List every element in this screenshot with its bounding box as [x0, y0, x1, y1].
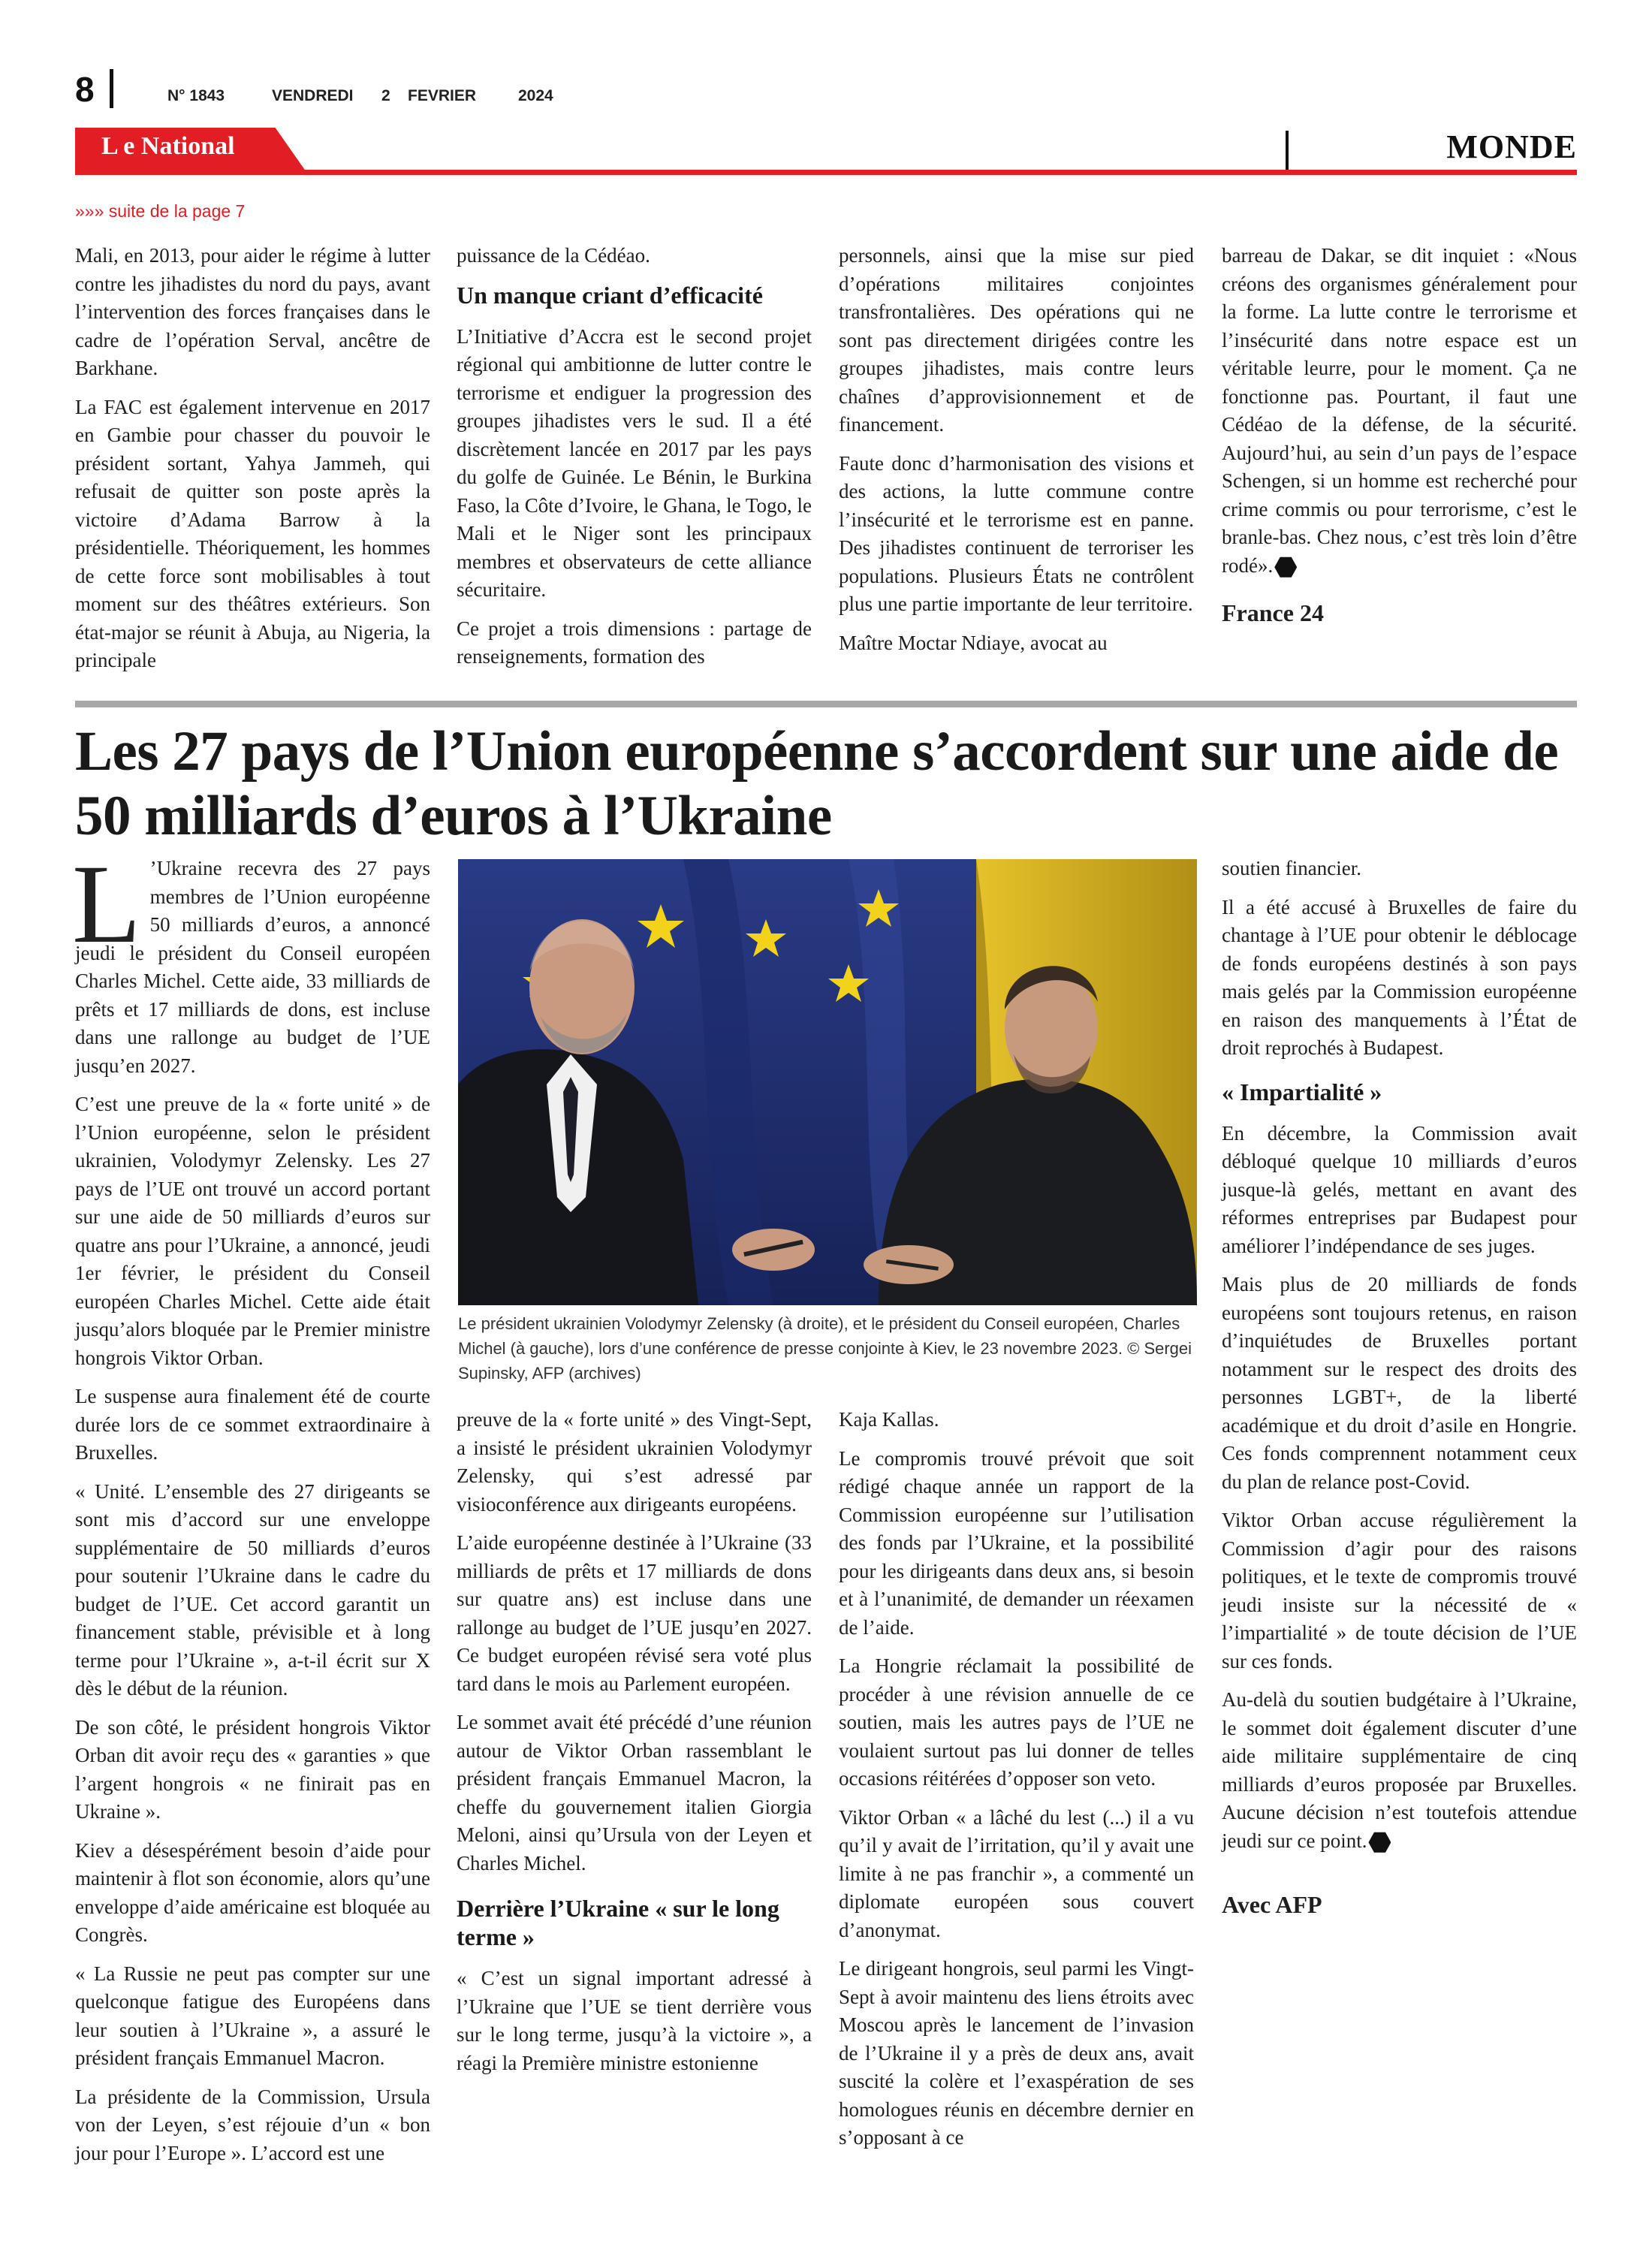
- paragraph: Mali, en 2013, pour aider le régime à lutter contre les jihadistes du nord du pays, avant l’intervention des forces françaises dans le cadre de l’opération Serval, ancêtre de Barkhane.: [75, 244, 430, 379]
- paragraph: De son côté, le président hongrois Viktor Orban dit avoir reçu des « garanties » que l’argent hongrois « ne finirait pas en Ukraine ».: [75, 1715, 430, 1823]
- section-title: MONDE: [1446, 128, 1577, 165]
- paragraph: Kiev a désespérément besoin d’aide pour maintenir à flot son économie, alors qu’une enveloppe d’aide américaine est bloquée au Congrès.: [75, 1838, 430, 1946]
- article-col-1: [72, 842, 430, 2178]
- article-col-3: [839, 1406, 1194, 2163]
- article-source: France 24: [1222, 599, 1324, 626]
- subheading: « Impartialité »: [1222, 1078, 1382, 1105]
- issue-day: VENDREDI: [272, 87, 354, 104]
- paragraph: Le sommet avait été précédé d’une réunion autour de Viktor Orban rassemblant le président français Emmanuel Macron, la cheffe du gouvernement italien Giorgia Meloni, ainsi qu’Ursula von der Leyen et Charles Michel.: [457, 1711, 812, 1874]
- paragraph: personnels, ainsi que la mise sur pied d’opérations militaires conjointes transfrontalières. Des opérations qui ne sont pas directement dirigées contre les groupes jihadistes, mais contre leurs chaînes d’approvisionnement et de financement.: [839, 244, 1194, 436]
- prev-article-col-2: [457, 242, 812, 682]
- paragraph: Viktor Orban accuse régulièrement la Commission d’agir pour des raisons politiques, et le texte de compromis trouvé jeudi insiste sur la nécessité de « l’impartialité » de toute décision de l’UE sur ces fonds.: [1222, 1509, 1577, 1672]
- end-of-article-icon: [1368, 1831, 1391, 1853]
- photo-illustration: [458, 859, 1197, 1305]
- paragraph: Kaja Kallas.: [839, 1408, 939, 1431]
- paragraph: soutien financier.: [1222, 857, 1361, 879]
- paragraph: Viktor Orban « a lâché du lest (...) il a vu qu’il y avait de l’irritation, qu’il y avait une limite à ne pas franchir », a commenté un diplomate européen sous couvert d’anonymat.: [839, 1805, 1194, 1941]
- paragraph: Le compromis trouvé prévoit que soit rédigé chaque année un rapport de la Commission européenne sur l’utilisation des fonds par l’Ukraine, et la possibilité pour les dirigeants dans deux ans, si besoin et à l’unanimité, de demander un réexamen de l’aide.: [839, 1446, 1194, 1639]
- paragraph: La Hongrie réclamait la possibilité de procéder à une révision annuelle de ce soutien, mais les autres pays de l’UE ne voulaient surtout pas lui donner de telles occasions réitérées d’opposer son veto.: [839, 1654, 1194, 1790]
- paragraph: La FAC est également intervenue en 2017 en Gambie pour chasser du pouvoir le président sortant, Yahya Jammeh, qui refusait de quitter son poste après la victoire d’Adama Barrow à la présidentielle. Théoriquement, les hommes de cette force sont mobilisables à tout moment sur des théâtres extérieurs. Son état-major se réunit à Abuja, au Nigeria, la principale: [75, 395, 430, 671]
- photo-caption: Le président ukrainien Volodymyr Zelensky (à droite), et le président du Conseil européen, Charles Michel (à gauche), lors d’une conférence de presse conjointe à Kiev, le 23 novembre 2023. © Sergei Supinsky, AFP (archives): [458, 1314, 1192, 1383]
- paragraph: La présidente de la Commission, Ursula von der Leyen, s’est réjouie d’un « bon jour pour l’Europe ». L’accord est une: [75, 2085, 430, 2164]
- drop-cap: L: [72, 842, 141, 967]
- brand-logo: L e National: [101, 132, 235, 160]
- paragraph-text: barreau de Dakar, se dit inquiet : «Nous créons des organismes généralement pour la forme. La lutte contre le terrorisme et l’insécurité dans notre espace est un véritable leurre, pour le moment. Ça ne fonctionne pas. Pourtant, il faut une Cédéao de la défense, de la sécurité. Aujourd’hui, au sein d’un pays de l’espace Schengen, si un homme est recherché pour crime commis ou pour terrorisme, c’est le branle-bas. Chez nous, c’est très loin d’être rodé».: [1222, 244, 1577, 577]
- issue-month: FEVRIER: [408, 87, 477, 104]
- paragraph: [1222, 1686, 1577, 1855]
- prev-article-col-3: [839, 242, 1194, 668]
- paragraph: [1222, 242, 1577, 580]
- paragraph: preuve de la « forte unité » des Vingt-Sept, a insisté le président ukrainien Volodymyr Zelensky, qui s’est adressé par visioconférence aux dirigeants européens.: [457, 1408, 812, 1516]
- paragraph: puissance de la Cédéao.: [457, 244, 650, 267]
- paragraph: « Unité. L’ensemble des 27 dirigeants se sont mis d’accord sur une enveloppe supplémentaire de 50 milliards d’euros pour soutenir l’Ukraine dans le cadre du budget de l’UE. Cet accord garantit un financement stable, prévisible et à long terme pour l’Ukraine », a-t-il écrit sur X dès le début de la réunion.: [75, 1479, 430, 1700]
- prev-article-col-4: [1222, 242, 1577, 638]
- lead-paragraph: [72, 842, 430, 1080]
- lead-text: ’Ukraine recevra des 27 pays membres de l’Union européenne 50 milliards d’euros, a annoncé jeudi le président du Conseil européen Charles Michel. Cette aide, 33 milliards de prêts et 17 milliards de dons, est incluse dans une rallonge au budget de l’UE jusqu’en 2027.: [75, 857, 430, 1077]
- header-rule: [75, 170, 1577, 175]
- paragraph: L’aide européenne destinée à l’Ukraine (33 milliards de prêts et 17 milliards de dons sur quatre ans) est incluse dans une rallonge au budget de l’UE jusqu’en 2027. Ce budget européen révisé sera voté plus tard dans le mois au Parlement européen.: [457, 1531, 812, 1695]
- paragraph: Le dirigeant hongrois, seul parmi les Vingt-Sept à avoir maintenu des liens étroits avec Moscou après le lancement de l’invasion de l’Ukraine il y a près de deux ans, avait suscité la colère et l’exaspération de ses homologues réunis en décembre dernier en s’opposant à ce: [839, 1957, 1194, 2149]
- paragraph: « C’est un signal important adressé à l’Ukraine que l’UE se tient derrière vous sur le long terme, jusqu’à la victoire », a réagi la Première ministre estonienne: [457, 1967, 812, 2074]
- prev-article-col-1: [75, 242, 430, 686]
- paragraph: Maître Moctar Ndiaye, avocat au: [839, 631, 1108, 654]
- issue-year: 2024: [518, 87, 553, 104]
- page-number-divider: [110, 69, 113, 108]
- continuation-note: »»» suite de la page 7: [75, 201, 246, 221]
- article-col-4: [1222, 855, 1577, 1930]
- paragraph: Il a été accusé à Bruxelles de faire du chantage à l’UE pour obtenir le déblocage de fonds européens destinés à son pays mais gelés par la Commission européenne en raison des manquements à l’État de droit reprochés à Budapest.: [1222, 895, 1577, 1059]
- article-separator: [75, 701, 1577, 707]
- article-photo: [458, 859, 1197, 1305]
- paragraph: Ce projet a trois dimensions : partage de renseignements, formation des: [457, 617, 812, 668]
- article-col-2: [457, 1406, 812, 2088]
- paragraph: Mais plus de 20 milliards de fonds européens sont toujours retenus, en raison d’inquiétudes de Bruxelles portant notamment sur le respect des droits des personnes LGBT+, de la liberté académique et du droit d’asile en Hongrie. Ces fonds comprennent notamment ceux du plan de relance post-Covid.: [1222, 1273, 1577, 1493]
- paragraph: En décembre, la Commission avait débloqué quelque 10 milliards d’euros jusque-là gelés, mettant en avant des réformes entreprises par Budapest pour améliorer l’indépendance de ses juges.: [1222, 1121, 1577, 1257]
- paragraph: Le suspense aura finalement été de courte durée lors de ce sommet extraordinaire à Bruxelles.: [75, 1385, 430, 1464]
- article-source: Avec AFP: [1222, 1891, 1322, 1918]
- issue-number: N° 1843: [167, 87, 225, 104]
- paragraph: « La Russie ne peut pas compter sur une quelconque fatigue des Européens dans leur soutien à l’Ukraine », a assuré le président français Emmanuel Macron.: [75, 1962, 430, 2069]
- paragraph-text: Au-delà du soutien budgétaire à l’Ukraine, le sommet doit également discuter d’une aide militaire supplémentaire de cinq milliards d’euros proposée par Bruxelles. Aucune décision n’est toutefois attendue jeudi sur ce point.: [1222, 1688, 1577, 1852]
- article-headline: Les 27 pays de l’Union européenne s’accordent sur une aide de 50 milliards d’euros à l’Ukraine: [75, 720, 1559, 847]
- end-of-article-icon: [1274, 556, 1297, 578]
- paragraph: L’Initiative d’Accra est le second projet régional qui ambitionne de lutter contre le terrorisme et endiguer la progression des groupes jihadistes vers le sud. Il a été discrètement lancée en 2017 par les pays du golfe de Guinée. Le Bénin, le Burkina Faso, la Côte d’Ivoire, le Ghana, le Togo, le Mali et le Niger sont les principaux membres et observateurs de cette alliance sécuritaire.: [457, 324, 812, 601]
- page-number: 8: [75, 70, 95, 109]
- subheading: Un manque criant d’efficacité: [457, 281, 763, 309]
- section-divider: [1286, 131, 1289, 170]
- paragraph: C’est une preuve de la « forte unité » de l’Union européenne, selon le président ukrainien, Volodymyr Zelensky. Les 27 pays de l’UE ont trouvé un accord portant sur une aide de 50 milliards d’euros sur quatre ans pour l’Ukraine, a annoncé, jeudi 1er février, le président du Conseil européen Charles Michel. Cette aide était jusqu’alors bloquée par le Premier ministre hongrois Viktor Orban.: [75, 1093, 430, 1369]
- subheading: Derrière l’Ukraine « sur le long terme »: [457, 1895, 779, 1950]
- issue-date-day: 2: [381, 87, 390, 104]
- paragraph: Faute donc d’harmonisation des visions et des actions, la lutte commune contre l’insécurité et le terrorisme est en panne. Des jihadistes continuent de terroriser les populations. Plusieurs États ne contrôlent plus une partie importante de leur territoire.: [839, 451, 1194, 615]
